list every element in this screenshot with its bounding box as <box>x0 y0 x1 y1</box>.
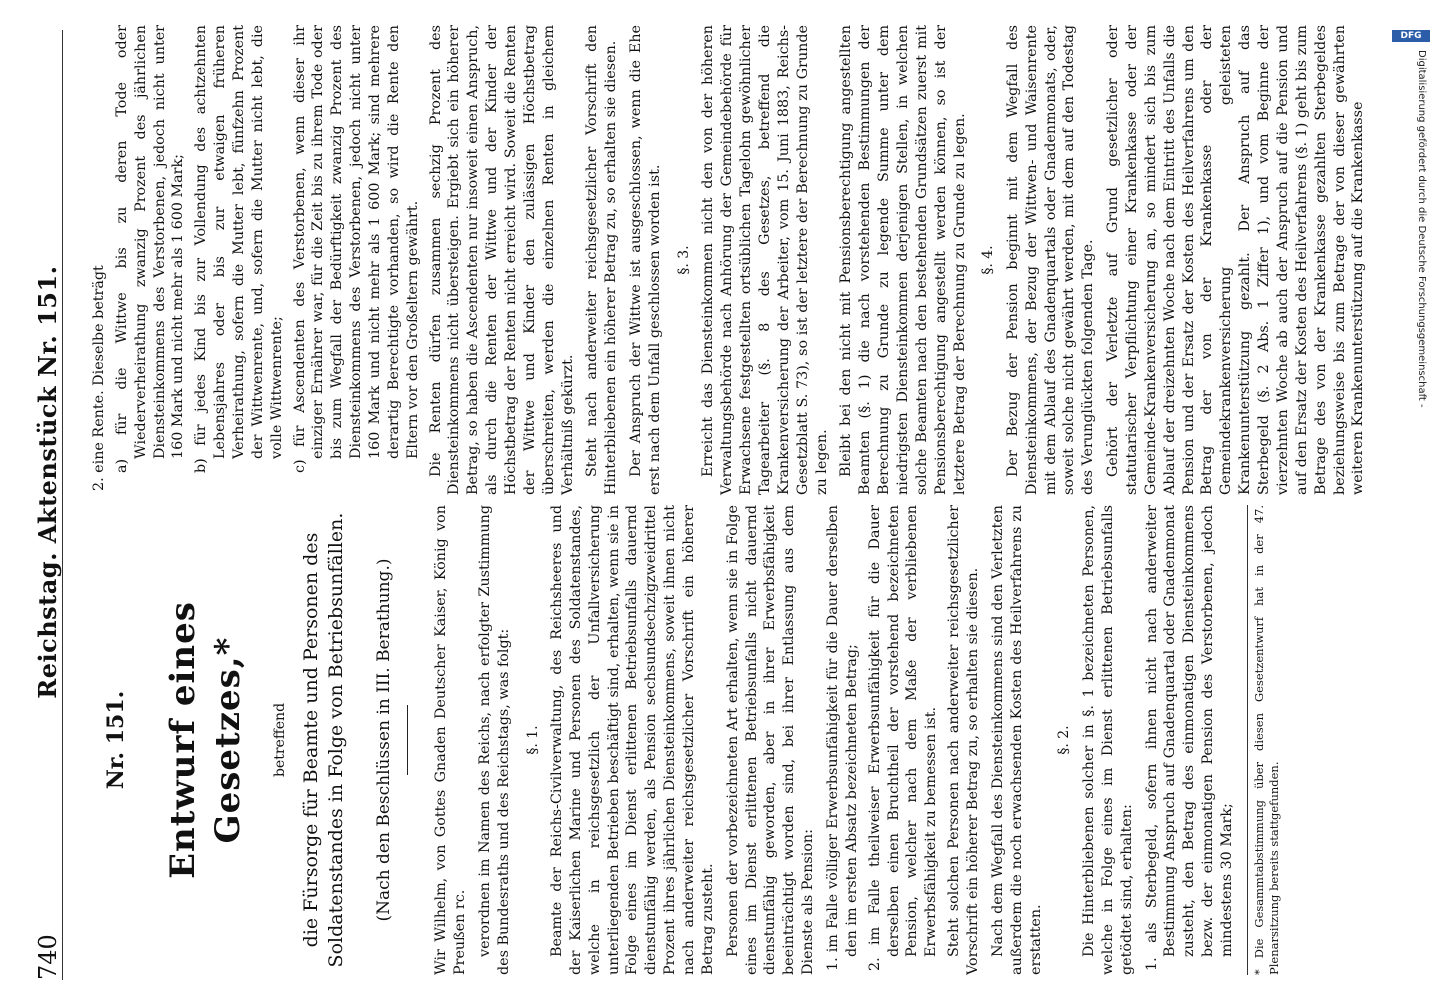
rent-paragraph-3: Der Anspruch der Wittwe ist ausgeschlossen, wenn die Ehe erst nach dem Unfall geschlossen worden ist. <box>628 25 664 495</box>
section-4-paragraph-1: Der Bezug der Pension beginnt mit dem Wegfall des Diensteinkommens, der Bezug der Wittwen- und Waisenrente mit dem Ablauf des Gnadenquartals oder Gnadenmonats, oder, soweit solche nicht gewährt werden, mit dem auf den Todestag des Verunglückten folgenden Tage. <box>1004 25 1097 495</box>
betreffend-label: betreffend <box>271 702 288 778</box>
digitization-credit: Digitalisierung gefördert durch die Deutsche Forschungsgemeinschaft - <box>1416 50 1427 408</box>
footnote: * Die Gesammtabstimmung über diesen Gesetzentwurf hat in der 47. Plenarsitzung bereits stattgefunden. <box>1247 505 1282 975</box>
rent-paragraph-2: Steht nach anderweiter reichsgesetzlicher Vorschrift den Hinterbliebenen ein höherer Betrag zu, so erhalten sie diesen. <box>584 25 620 495</box>
section-1-heading: §. 1. <box>524 725 541 755</box>
running-title: Reichstag. Aktenstück Nr. 151. <box>33 265 62 699</box>
section-1-paragraph-1: Beamte der Reichs-Civilverwaltung, des Reichsheeres und der Kaiserlichen Marine und Personen des Soldatenstandes, welche in reichsgesetzlich der Unfallversicherung unterliegenden Betrieben beschäftigt sind, erhalten, wenn sie in Folge eines im Dienst erlittenen Betriebsunfalls dauernd dienstunfähig werden, als Pension sechsundsechzigzweidrittel Prozent ihres jährlichen Diensteinkommens, soweit ihnen nicht nach anderweiter reichsgesetzlicher Vorschrift ein höherer Betrag zusteht. <box>548 505 716 975</box>
right-column <box>90 25 1374 495</box>
left-column <box>90 505 1282 975</box>
reading-note: (Nach den Beschlüssen in III. Berathung.) <box>373 558 394 922</box>
ordain-paragraph: verordnen im Namen des Reichs, nach erfolgter Zustimmung des Bundesraths und des Reichstags, was folgt: <box>476 505 512 975</box>
section-2-heading: §. 2. <box>1056 725 1073 755</box>
rent-paragraph-1: Die Renten dürfen zusammen sechzig Prozent des Diensteinkommens nicht übersteigen. Ergiebt sich ein höherer Betrag, so haben die Ascendenten nur insoweit einen Anspruch, als durch die Renten der Wittwe und der Kinder der Höchstbetrag der Renten nicht erreicht wird. Soweit die Renten der Wittwe und Kinder den zulässigen Höchstbetrag überschreiten, werden die einzelnen Renten in gleichem Verhältniß gekürzt. <box>427 25 576 495</box>
section-2-paragraph-1: Die Hinterbliebenen solcher in §. 1 bezeichneten Personen, welche in Folge eines im Dienst erlittenen Betriebsunfalls getödtet sind, erhalten: <box>1080 505 1135 975</box>
section-1-item-2: 2. im Falle theilweiser Erwerbsunfähigkeit für die Dauer derselben einen Bruchtheil der vorstehend bezeichneten Pension, welcher nach dem Maße der verbliebenen Erwerbsfähigkeit zu bemessen ist. <box>866 505 940 971</box>
document-title: Entwurf eines Gesetzes,* <box>163 601 248 879</box>
section-2-item-1: 1. als Sterbegeld, sofern ihnen nicht nach anderweiter Bestimmung Anspruch auf Gnadenquartal oder Gnadenmonat zusteht, den Betrag des einmonatigen Diensteinkommens bezw. der einmonatigen Pension des Verstorbenen, jedoch mindestens 30 Mark; <box>1143 505 1235 971</box>
section-1-paragraph-4: Nach dem Wegfall des Diensteinkommens sind den Verletzten außerdem die noch erwachsenden Kosten des Heilverfahrens zu erstatten. <box>989 505 1044 975</box>
page-number: 740 <box>34 934 62 980</box>
dfg-logo: DFG <box>1392 30 1430 42</box>
rent-item: 2. eine Rente. Dieselbe beträgt <box>91 265 107 491</box>
document-number: Nr. 151. <box>103 690 129 790</box>
section-1-paragraph-3: Steht solchen Personen nach anderweiter reichsgesetzlicher Vorschrift ein höherer Betrag zu, so erhalten sie diesen. <box>946 505 982 975</box>
rent-item-b: b) für jedes Kind bis zur Vollendung des achtzehnten Lebensjahres oder bis zur etwaigen früheren Verheirathung, sofern die Mutter lebt, fünfzehn Prozent der Wittwenrente, und, sofern die Mutter nicht lebt, die volle Wittwenrente; <box>193 25 285 473</box>
rent-item-a: a) für die Wittwe bis zu deren Tode oder Wiederverheirathung zwanzig Prozent des jährlichen Diensteinkommens des Verstorbenen, jedoch nicht unter 160 Mark und nicht mehr als 1 600 Mark; <box>113 25 187 473</box>
section-3-heading: §. 3. <box>675 245 692 275</box>
page-header <box>28 30 63 980</box>
title-rule <box>407 705 408 775</box>
section-3-paragraph-1: Erreicht das Diensteinkommen nicht den von der höheren Verwaltungsbehörde nach Anhörung der Gemeindebehörde für Erwachsene festgestellten ortsüblichen Tagelohn gewöhnlicher Tagearbeiter (§. 8 des Gesetzes, betreffend die Krankenversicherung der Arbeiter, vom 15. Juni 1883, Reichs-Gesetzblatt S. 73), so ist der letztere der Berechnung zu Grunde zu legen. <box>700 25 830 495</box>
section-1-paragraph-2: Personen der vorbezeichneten Art erhalten, wenn sie in Folge eines im Dienst erlittenen Betriebsunfalls nicht dauernd dienstunfähig geworden, aber in ihrer Erwerbsfähigkeit beeinträchtigt worden sind, bei ihrer Entlassung aus dem Dienste als Pension: <box>724 505 817 975</box>
section-1-item-1: 1. im Falle völliger Erwerbsunfähigkeit für die Dauer derselben den im ersten Absatz bezeichneten Betrag; <box>825 505 860 971</box>
section-4-heading: §. 4. <box>980 245 997 275</box>
section-3-paragraph-2: Bleibt bei den nicht mit Pensionsberechtigung angestellten Beamten (§. 1) die nach vorstehenden Bestimmungen der Berechnung zu Grunde zu legende Summe unter dem niedrigsten Diensteinkommen derjenigen Stellen, in welchen solche Beamten nach den bestehenden Grundsätzen zuerst mit Pensionsberechtigung angestellt werden können, so ist der letztere Betrag der Berechnung zu Grunde zu legen. <box>838 25 968 495</box>
rent-item-c: c) für Ascendenten des Verstorbenen, wenn dieser ihr einziger Ernährer war, für die Zeit bis zu ihrem Tode oder bis zum Wegfall der Bedürftigkeit zwanzig Prozent des Diensteinkommens des Verstorbenen, jedoch nicht unter 160 Mark und nicht mehr als 1 600 Mark; sind mehrere derartig Berechtigte vorhanden, so wird die Rente den Eltern vor den Großeltern gewährt. <box>291 25 421 473</box>
section-4-paragraph-2: Gehört der Verletzte auf Grund gesetzlicher oder statutarischer Verpflichtung einer Krankenkasse oder der Gemeinde-Krankenversicherung an, so mindert sich bis zum Ablauf der dreizehnten Woche nach dem Eintritt des Unfalls die Pension und der Ersatz der Kosten des Heilverfahrens um den Betrag der von der Krankenkasse oder der Gemeindekrankenversicherung geleisteten Krankenunterstützung gezahlt. Der Anspruch auf das Sterbegeld (§. 2 Abs. 1 Ziffer 1), und vom Beginne der vierzehnten Woche ab auch der Anspruch auf die Pension und auf den Ersatz der Kosten des Heilverfahrens (§. 1) geht bis zum Betrage des von der Krankenkasse gezahlten Sterbegeldes beziehungsweise bis zum Betrage der von dieser gewährten weiteren Krankenunterstützung auf die Krankenkasse <box>1105 25 1367 495</box>
document-description: die Fürsorge für Beamte und Personen des Soldatenstandes in Folge von Betriebsunfällen. <box>300 512 347 968</box>
digitization-sidebar <box>1412 50 1432 1000</box>
preamble: Wir Wilhelm, von Gottes Gnaden Deutscher Kaiser, König von Preußen rc. <box>433 505 468 975</box>
